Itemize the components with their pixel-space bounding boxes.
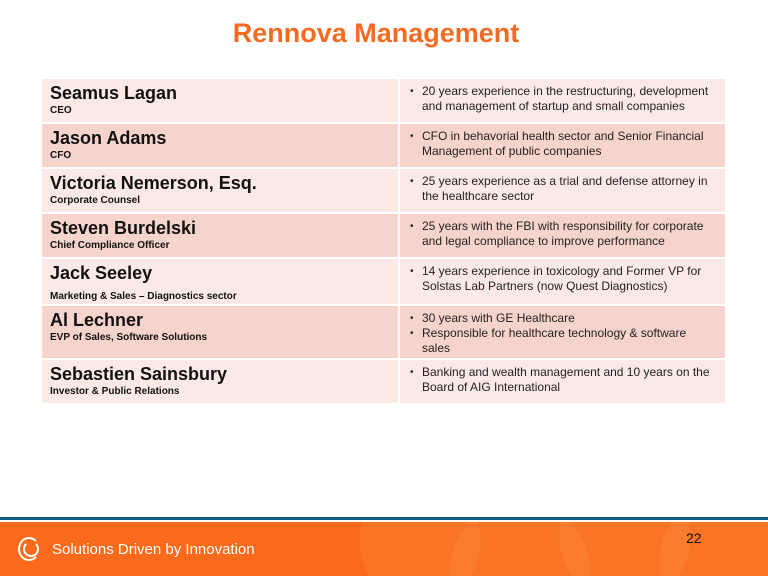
person-cell — [42, 306, 400, 358]
person-row — [42, 360, 725, 403]
person-name: Steven Burdelski — [50, 218, 197, 238]
bio-bullet: • 30 years with GE Healthcare — [422, 311, 717, 326]
person-role: Chief Compliance Officer — [50, 240, 170, 251]
bio-cell — [400, 169, 725, 212]
person-cell — [42, 124, 400, 167]
person-row — [42, 214, 725, 257]
footer-tagline: Solutions Driven by Innovation — [52, 541, 255, 558]
person-role: Investor & Public Relations — [50, 386, 180, 397]
person-role: Marketing & Sales – Diagnostics sector — [50, 291, 237, 302]
footer-bar — [0, 522, 768, 576]
bio-bullet: • CFO in behavorial health sector and Senior Financial Management of public companies — [422, 129, 717, 159]
bio-list — [410, 311, 717, 356]
bio-cell — [400, 306, 725, 358]
management-table — [42, 77, 725, 405]
person-row — [42, 169, 725, 212]
person-name: Sebastien Sainsbury — [50, 364, 228, 384]
person-row — [42, 124, 725, 167]
person-cell — [42, 214, 400, 257]
bio-list — [410, 129, 717, 159]
bio-bullet: • Responsible for healthcare technology & software sales — [422, 326, 717, 356]
person-name: Jack Seeley — [50, 263, 153, 283]
person-cell — [42, 79, 400, 122]
person-row — [42, 259, 725, 304]
bio-bullet: • 14 years experience in toxicology and Former VP for Solstas Lab Partners (now Quest Diagnostics) — [422, 264, 717, 294]
bio-cell — [400, 124, 725, 167]
slide-title: Rennova Management — [232, 18, 520, 48]
bio-bullet: • 25 years with the FBI with responsibility for corporate and legal compliance to improve performance — [422, 219, 717, 249]
bio-bullet: • 20 years experience in the restructuring, development and management of startup and small companies — [422, 84, 717, 114]
page-number: 22 — [686, 530, 702, 546]
person-role: CFO — [50, 150, 72, 161]
person-row — [42, 306, 725, 358]
bio-bullet: • Banking and wealth management and 10 years on the Board of AIG International — [422, 365, 717, 395]
bio-list — [410, 174, 717, 204]
person-name: Al Lechner — [50, 310, 144, 330]
person-cell — [42, 360, 400, 403]
person-role: CEO — [50, 105, 72, 116]
bio-cell — [400, 79, 725, 122]
person-row — [42, 79, 725, 122]
bio-list — [410, 365, 717, 395]
bio-list — [410, 84, 717, 114]
logo-icon-inner — [23, 541, 39, 557]
bio-list — [410, 219, 717, 249]
person-role: Corporate Counsel — [50, 195, 141, 206]
bio-cell — [400, 360, 725, 403]
bio-cell — [400, 259, 725, 304]
person-role: EVP of Sales, Software Solutions — [50, 332, 208, 343]
bio-cell — [400, 214, 725, 257]
bio-bullet: • 25 years experience as a trial and defense attorney in the healthcare sector — [422, 174, 717, 204]
person-name: Seamus Lagan — [50, 83, 178, 103]
person-cell — [42, 259, 400, 304]
person-cell — [42, 169, 400, 212]
bio-list — [410, 264, 717, 294]
person-name: Jason Adams — [50, 128, 167, 148]
person-name: Victoria Nemerson, Esq. — [50, 173, 257, 193]
